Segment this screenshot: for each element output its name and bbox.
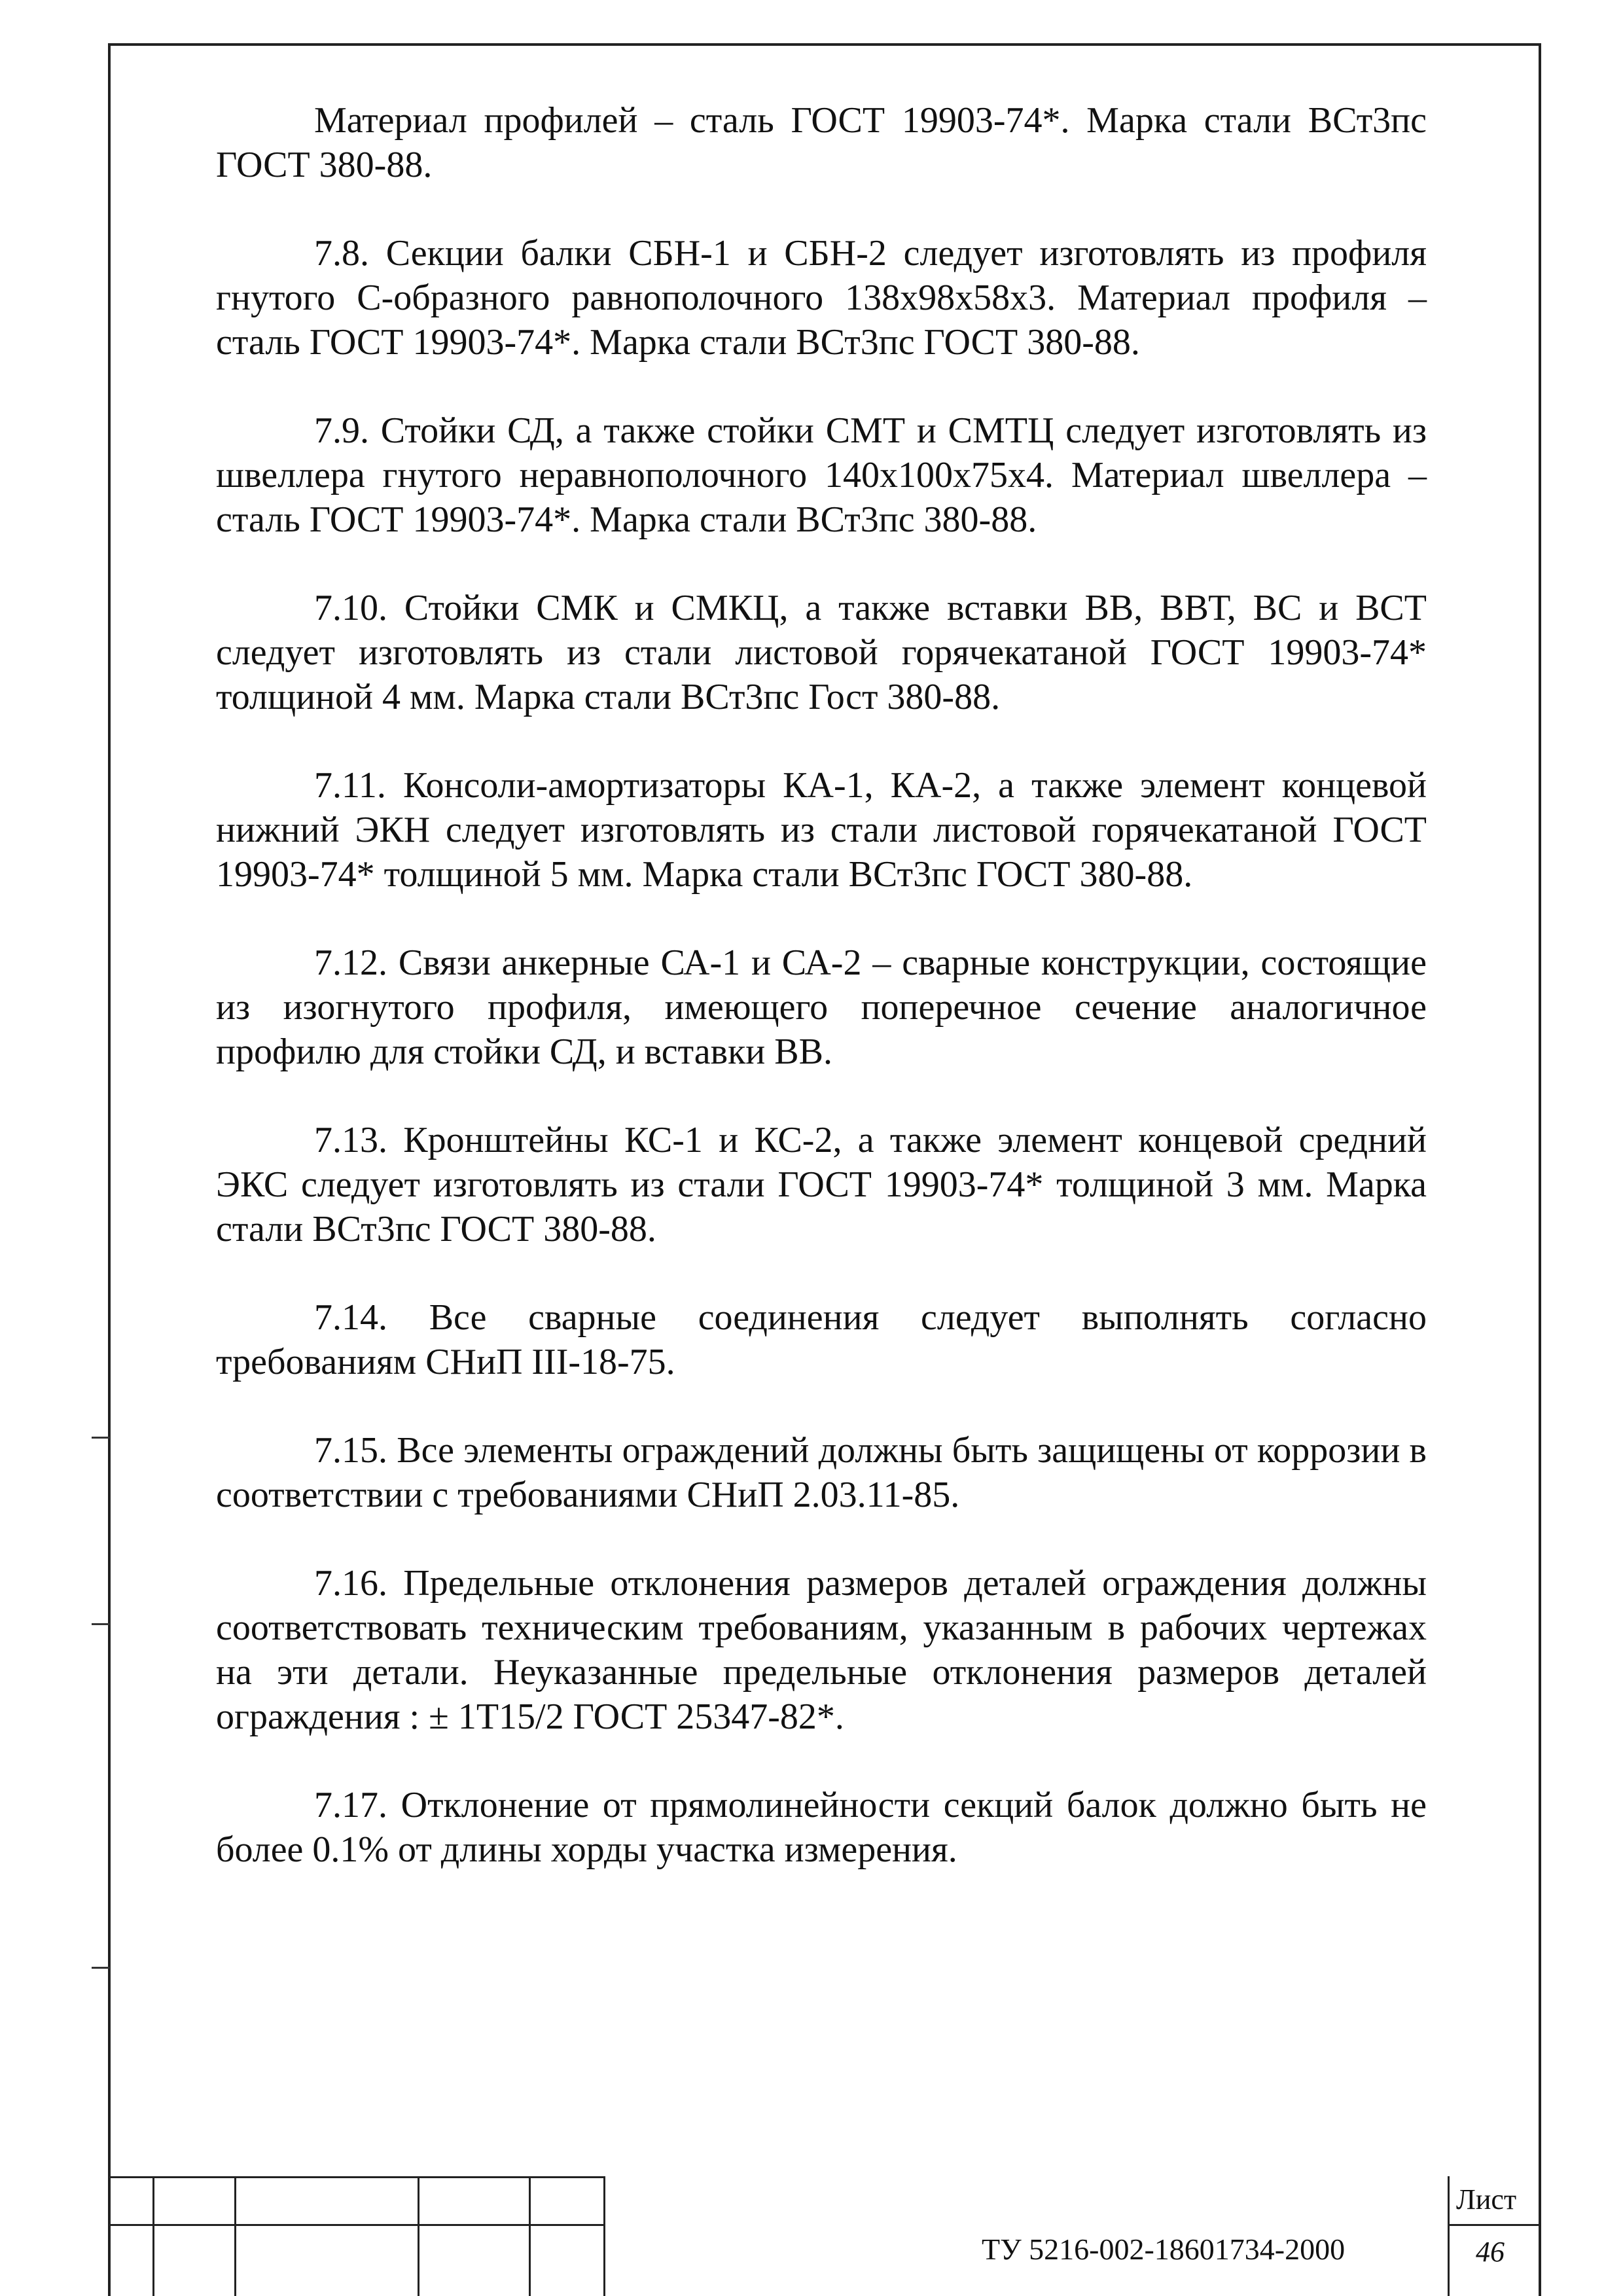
- paragraph-7-15: 7.15. Все элементы ограждений должны быть защищены от коррозии в соответствии с требованиями СНиП 2.03.11-85.: [216, 1430, 1427, 1515]
- paragraph-7-14: 7.14. Все сварные соединения следует выполнять согласно требованиям СНиП III-18-75.: [216, 1297, 1427, 1382]
- stamp-mid-rule: [108, 2224, 605, 2226]
- stamp-divider: [234, 2176, 236, 2296]
- document-code: ТУ 5216-002-18601734-2000: [982, 2233, 1346, 2266]
- sheet-number: 46: [1476, 2236, 1505, 2268]
- stamp-divider: [418, 2176, 419, 2296]
- stamp-divider: [152, 2176, 154, 2296]
- stamp-top-rule: [108, 2176, 605, 2178]
- paragraph-7-11: 7.11. Консоли-амортизаторы КА-1, КА-2, а также элемент концевой нижний ЭКН следует изготовлять из стали листовой горячекатаной ГОСТ 19903-74* толщиной 5 мм. Марка стали ВСт3пс ГОСТ 380-88.: [216, 765, 1427, 895]
- sheet-label: Лист: [1456, 2183, 1517, 2215]
- stamp-divider: [603, 2176, 605, 2296]
- paragraph-7-17: 7.17. Отклонение от прямолинейности секций балок должно быть не более 0.1% от длины хорды участка измерения.: [216, 1785, 1427, 1870]
- margin-tick: [92, 1967, 110, 1969]
- stamp-divider: [529, 2176, 531, 2296]
- paragraph-7-10: 7.10. Стойки СМК и СМКЦ, а также вставки ВВ, ВВТ, ВС и ВСТ следует изготовлять из стали листовой горячекатаной ГОСТ 19903-74* толщиной 4 мм. Марка стали ВСт3пс Гост 380-88.: [216, 588, 1427, 717]
- margin-tick: [92, 1437, 110, 1439]
- paragraph-7-16: 7.16. Предельные отклонения размеров деталей ограждения должны соответствовать техническим требованиям, указанным в рабочих чертежах на эти детали. Неуказанные предельные отклонения размеров деталей ограждения : ± 1Т15/2 ГОСТ 25347-82*.: [216, 1563, 1427, 1737]
- paragraph-materials: Материал профилей – сталь ГОСТ 19903-74*. Марка стали ВСт3пс ГОСТ 380-88.: [216, 100, 1427, 185]
- paragraph-7-13: 7.13. Кронштейны КС-1 и КС-2, а также элемент концевой средний ЭКС следует изготовлять из стали ГОСТ 19903-74* толщиной 3 мм. Марка стали ВСт3пс ГОСТ 380-88.: [216, 1120, 1427, 1249]
- body-text: [216, 98, 1427, 1916]
- paragraph-7-12: 7.12. Связи анкерные СА-1 и СА-2 – сварные конструкции, состоящие из изогнутого профиля, имеющего поперечное сечение аналогичное профилю для стойки СД, и вставки ВВ.: [216, 942, 1427, 1072]
- sheet-box-rule: [1448, 2224, 1541, 2226]
- paragraph-7-9: 7.9. Стойки СД, а также стойки СМТ и СМТЦ следует изготовлять из швеллера гнутого неравнополочного 140х100х75х4. Материал швеллера – сталь ГОСТ 19903-74*. Марка стали ВСт3пс 380-88.: [216, 410, 1427, 540]
- paragraph-7-8: 7.8. Секции балки СБН-1 и СБН-2 следует изготовлять из профиля гнутого С-образного равнополочного 138х98х58х3. Материал профиля – сталь ГОСТ 19903-74*. Марка стали ВСт3пс ГОСТ 380-88.: [216, 233, 1427, 363]
- margin-tick: [92, 1623, 110, 1625]
